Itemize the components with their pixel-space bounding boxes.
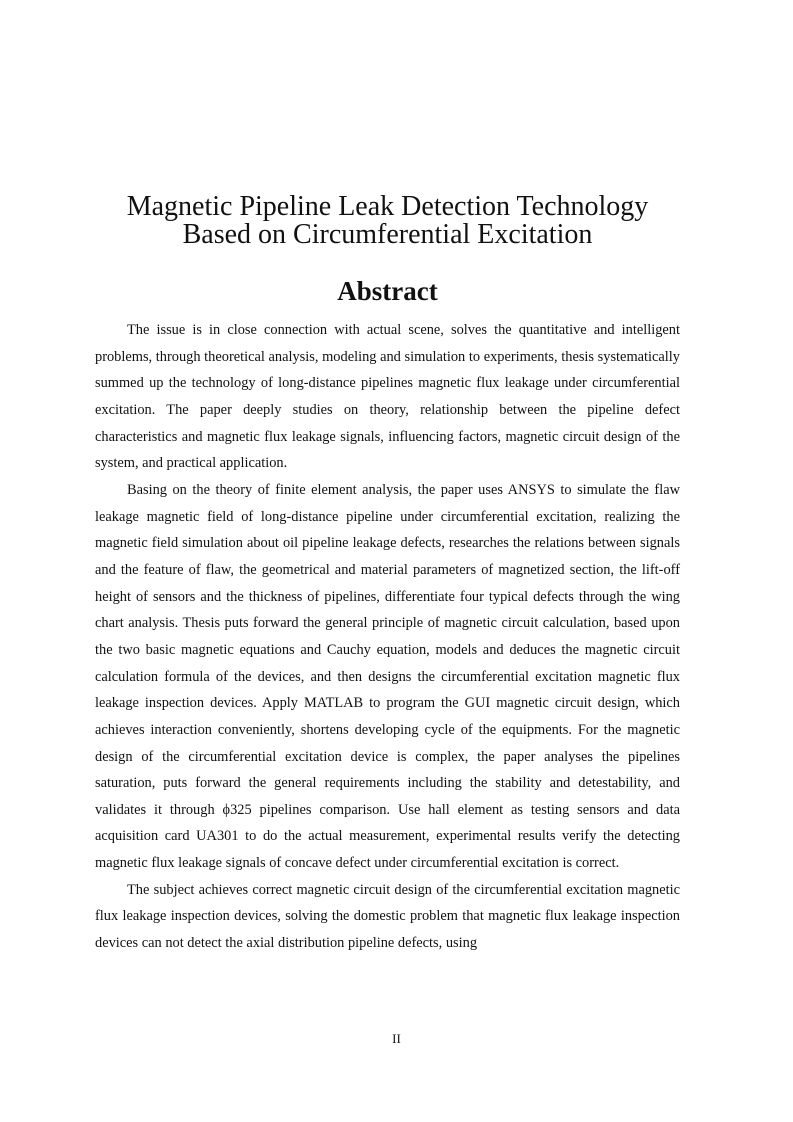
abstract-paragraph-1: The issue is in close connection with actual scene, solves the quantitative and intelligent problems, through theoretical analysis, modeling and simulation to experiments, thesis systematically summed up the technology of long-distance pipelines magnetic flux leakage under circumferential excitation. The paper deeply studies on theory, relationship between the pipeline defect characteristics and magnetic flux leakage signals, influencing factors, magnetic circuit design of the system, and practical application. [95, 322, 680, 472]
paper-title-line-2: Based on Circumferential Excitation [182, 219, 593, 250]
abstract-heading: Abstract [337, 276, 438, 306]
page-number: II [392, 1031, 401, 1046]
paper-title-line-1: Magnetic Pipeline Leak Detection Technology [126, 191, 649, 222]
abstract-body [95, 317, 680, 957]
abstract-paragraph-3: The subject achieves correct magnetic circuit design of the circumferential excitation magnetic flux leakage inspection devices, solving the domestic problem that magnetic flux leakage inspection devices can not detect the axial distribution pipeline defects, using [95, 881, 680, 952]
paper-title [95, 193, 680, 249]
abstract-paragraph-2: Basing on the theory of finite element analysis, the paper uses ANSYS to simulate the flaw leakage magnetic field of long-distance pipeline under circumferential excitation, realizing the magnetic field simulation about oil pipeline leakage defects, researches the relations between signals and the feature of flaw, the geometrical and material parameters of magnetized section, the lift-off height of sensors and the thickness of pipelines, differentiate four typical defects through the wing chart analysis. Thesis puts forward the general principle of magnetic circuit calculation, based upon the two basic magnetic equations and Cauchy equation, models and deduces the magnetic circuit calculation formula of the devices, and then designs the circumferential excitation magnetic flux leakage inspection devices. Apply MATLAB to program the GUI magnetic circuit design, which achieves interaction conveniently, shortens developing cycle of the equipments. For the magnetic design of the circumferential excitation device is complex, the paper analyses the pipelines saturation, puts forward the general requirements including the stability and detestability, and validates it through ϕ325 pipelines comparison. Use hall element as testing sensors and data acquisition card UA301 to do the actual measurement, experimental results verify the detecting magnetic flux leakage signals of concave defect under circumferential excitation is correct. [95, 481, 680, 872]
